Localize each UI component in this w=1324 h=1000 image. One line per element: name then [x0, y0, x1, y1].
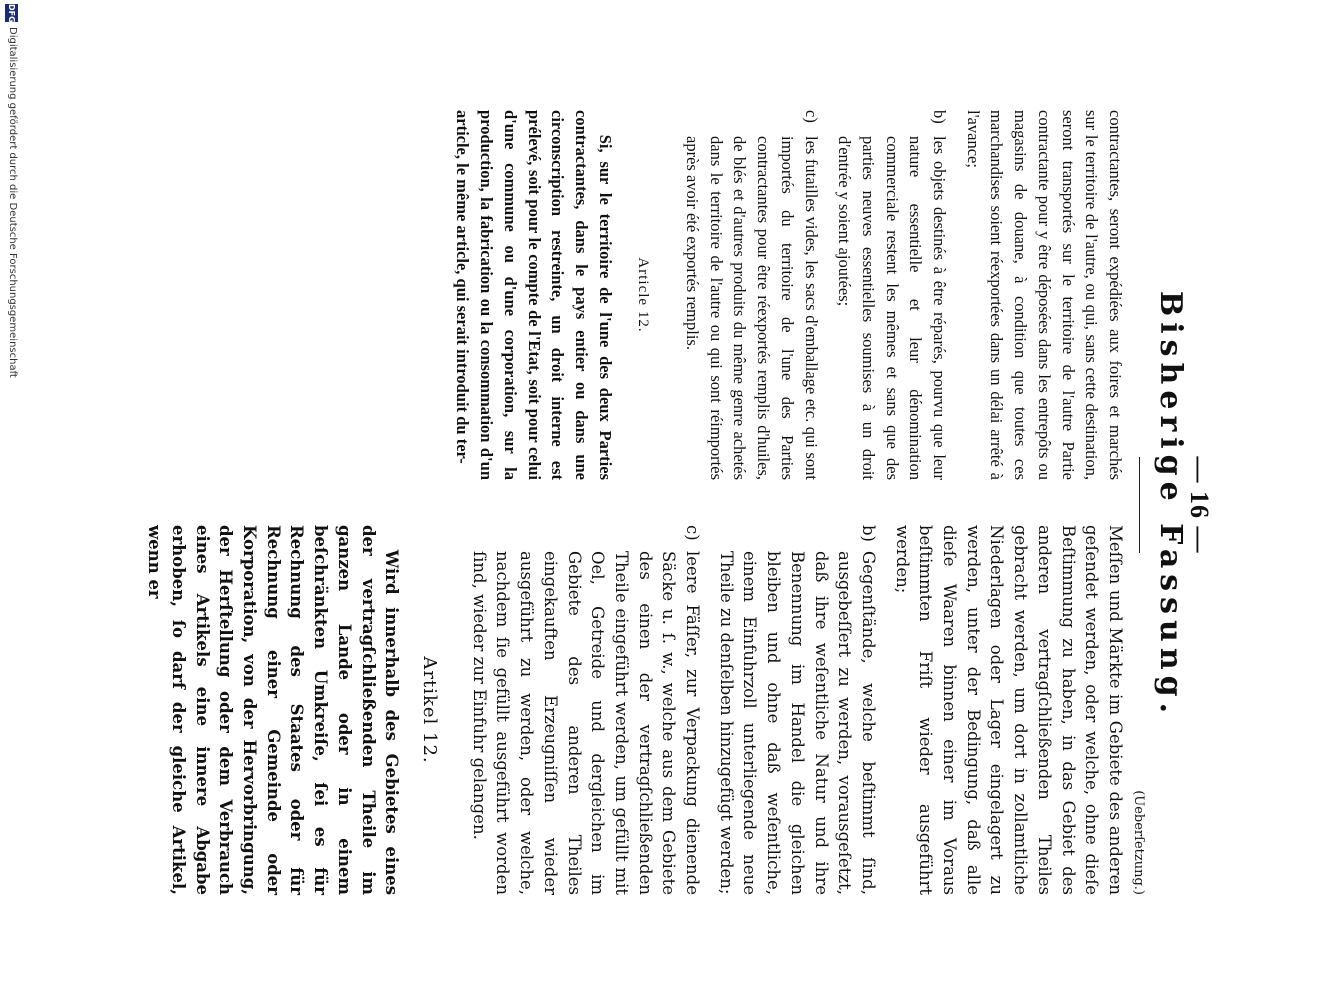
digitization-footer [3, 0, 19, 1000]
german-item-c-text: leere Fäſſer, zur Verpackung dienende Säcke u. ſ. w., welche aus dem Gebiete des einen der vertragſchließenden Theile eingeführt werden, um gefüllt mit Oel, Getreide und dergleichen im Gebiete des anderen Theiles eingekauften Erzeugniſſen wieder ausgeführt zu werden, oder welche, nachdem ſie gefüllt ausgeführt worden ſind, wieder zur Einfuhr gelangen. [469, 551, 703, 895]
french-item-c [680, 110, 822, 480]
french-item-c-text: les futailles vides, les sacs d'emballage etc. qui sont importés du territoire de l'une des Parties contractantes pour être réexportés remplis d'huiles, de blés et d'autres produits du même genre achetés dans le territoire de l'autre ou qui sont réimportés après avoir été exportés remplis. [683, 136, 821, 480]
german-item-c [467, 525, 704, 895]
french-column [451, 110, 1149, 480]
german-item-c-marker: c) [683, 525, 703, 541]
french-item-b [833, 110, 952, 480]
german-article-heading: Artikel 12. [419, 656, 441, 764]
german-item-b-marker: b) [858, 525, 878, 542]
german-continuation-note: (Ueberſetzung.) [1131, 790, 1146, 895]
dfg-logo: DFG [7, 4, 16, 23]
german-column [143, 525, 1149, 895]
german-item-b [714, 525, 880, 895]
french-item-c-marker: c) [801, 110, 821, 123]
german-article-body: Wird innerhalb des Gebietes eines der vertragſchließenden Theile im ganzen Lande oder in einem beſchränkten Umkreiſe, ſei es für Rechnung des Staates oder für Rechnung einer Gemeinde oder Korporation, von der Hervorbringung, der Herſtellung oder dem Verbrauch eines Artikels eine innere Abgabe erhoben, ſo darf der gleiche Artikel, wenn er [145, 525, 402, 895]
french-article-heading: Article 12. [635, 257, 652, 333]
french-continuation-spacer [1127, 110, 1149, 480]
page-number: — 16 — [1185, 456, 1214, 554]
section-title: Bisherige Fassung. [1153, 290, 1188, 720]
french-item-b-text: les objets destinés à être réparés, pourvu que leur nature essentielle et leur dénomination commerciale restent les mêmes et sans que des parties neuves essentielles soumises à un droit d'entrée y soient ajoutées; [835, 136, 950, 480]
french-article-body: Si, sur le territoire de l'une des deux Parties contractantes, dans le pays entier ou dans une circonscription restreinte, un droit interne est prélevé, soit pour le compte de l'Etat, soit pour celui d'une commune ou d'une corporation, sur la production, la fabrication ou la consommation d'un article, le même article, qui serait introduit du ter- [453, 110, 615, 480]
french-item-b-marker: b) [930, 110, 950, 124]
footer-credit-text: Digitalisierung gefördert durch die Deutsche Forschungsgemeinschaft [7, 27, 18, 378]
german-intro-paragraph: Meſſen und Märkte im Gebiete des anderen geſendet werden, oder welche, ohne dieſe Beſtimmung zu haben, in das Gebiet des anderen vertragſchließenden Theiles gebracht werden, um dort in zollamtliche Niederlagen oder Lager eingelagert zu werden, unter der Bedingung, daß alle dieſe Waaren binnen einer im Voraus beſtimmten Friſt wieder ausgeführt werden; [892, 525, 1125, 895]
french-intro-paragraph: contractantes, seront expédiées aux foires et marchés sur le territoire de l'autre, ou qui, sans cette destination, seront transportés sur le territoire de l'autre Partie contractante pour y être déposées dans les entrepôts ou magasins de douane, à condition que toutes ces marchandises soient réexportées dans un délai arrêté à l'avance; [963, 110, 1125, 480]
german-item-b-text: Gegenſtände, welche beſtimmt ſind, ausgebeſſert zu werden, vorausgeſetzt, daß ihre weſentliche Natur und ihre Benennung im Handel die gleichen bleiben und ohne daß weſentliche, einem Einfuhrzoll unterliegende neue Theile zu denſelben hinzugefügt werden; [716, 551, 878, 895]
